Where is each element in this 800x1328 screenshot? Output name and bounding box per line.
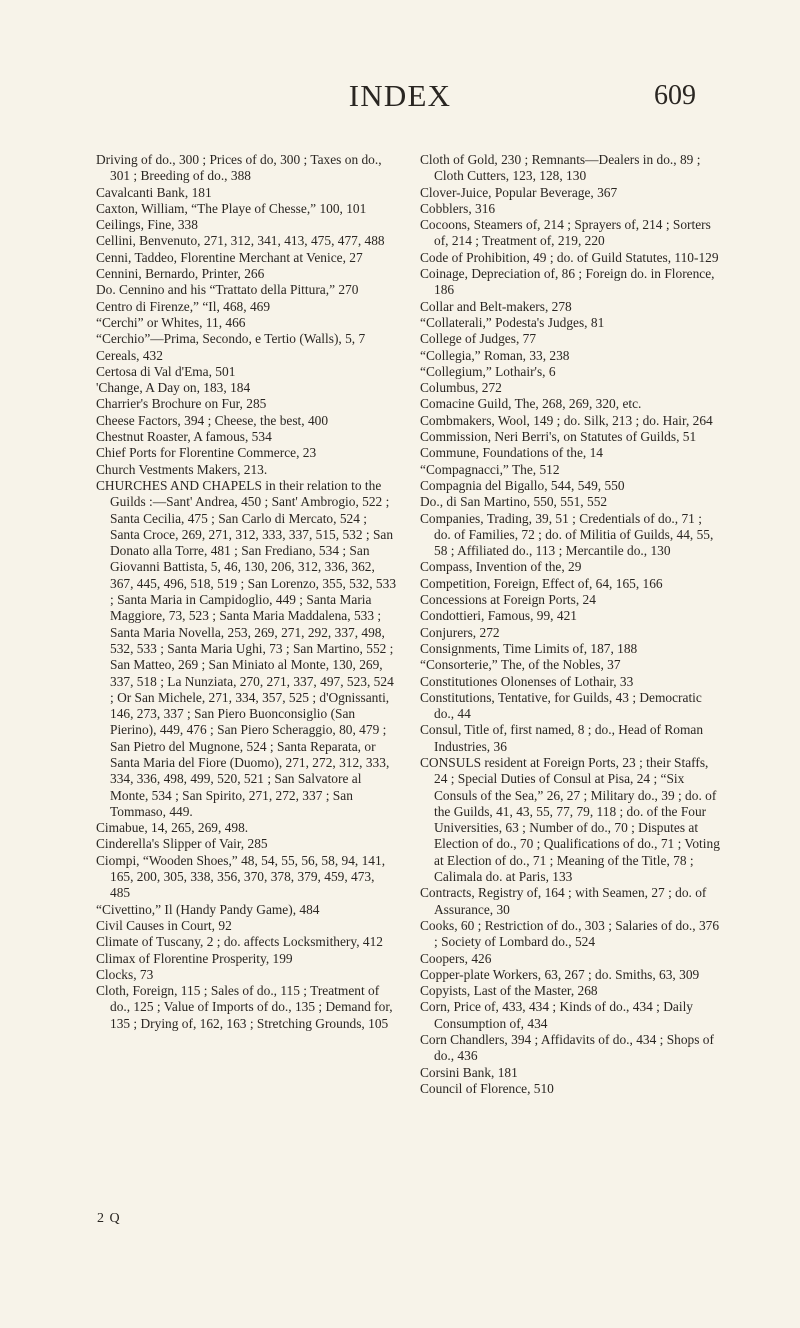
index-entry: Copyists, Last of the Master, 268 (420, 983, 598, 999)
index-entry: “Collaterali,” Podesta's Judges, 81 (420, 314, 605, 330)
page-title: INDEX (348, 78, 452, 113)
index-columns (96, 152, 720, 1097)
index-entry: Comacine Guild, The, 268, 269, 320, etc. (420, 396, 642, 412)
index-entry: Corn Chandlers, 394 ; Affidavits of do., 434 ; Shops of do., 436 (420, 1032, 714, 1064)
index-entry: Cobblers, 316 (420, 200, 496, 216)
index-entry: Commission, Neri Berri's, on Statutes of Guilds, 51 (420, 429, 697, 445)
index-entry: Columbus, 272 (420, 380, 502, 396)
index-entry: Clocks, 73 (96, 966, 154, 982)
index-entry: Council of Florence, 510 (420, 1080, 554, 1096)
index-entry: Driving of do., 300 ; Prices of do, 300 ; Taxes on do., 301 ; Breeding of do., 388 (96, 152, 382, 184)
index-entry: Cloth, Foreign, 115 ; Sales of do., 115 ; Treatment of do., 125 ; Value of Imports of do., 135 ; Demand for, 135 ; Drying of, 162, 163 ; Stretching Grounds, 105 (96, 983, 393, 1031)
index-entry: Climate of Tuscany, 2 ; do. affects Locksmithery, 412 (96, 934, 383, 950)
index-entry: “Cerchi” or Whites, 11, 466 (96, 314, 246, 330)
index-entry: Collar and Belt-makers, 278 (420, 298, 572, 314)
index-entry: Compagnia del Bigallo, 544, 549, 550 (420, 477, 625, 493)
index-entry: Centro di Firenze,” “Il, 468, 469 (96, 298, 271, 314)
page-number: 609 (654, 80, 696, 111)
index-entry: Ceilings, Fine, 338 (96, 217, 198, 233)
index-entry: Cereals, 432 (96, 347, 163, 363)
index-entry: Clover-Juice, Popular Beverage, 367 (420, 184, 618, 200)
index-entry: Cimabue, 14, 265, 269, 498. (96, 820, 249, 836)
index-entry: Cellini, Benvenuto, 271, 312, 341, 413, 475, 477, 488 (96, 233, 385, 249)
index-entry: Cloth of Gold, 230 ; Remnants—Dealers in do., 89 ; Cloth Cutters, 123, 128, 130 (420, 152, 701, 184)
index-entry: “Consorterie,” The, of the Nobles, 37 (420, 657, 621, 673)
index-entry: Corn, Price of, 433, 434 ; Kinds of do., 434 ; Daily Consumption of, 434 (420, 999, 693, 1031)
signature-mark: 2 Q (97, 1211, 121, 1226)
index-entry: Compass, Invention of the, 29 (420, 559, 582, 575)
index-entry: Coinage, Depreciation of, 86 ; Foreign do. in Florence, 186 (420, 266, 715, 298)
index-entry: Cocoons, Steamers of, 214 ; Sprayers of, 214 ; Sorters of, 214 ; Treatment of, 219, 220 (420, 217, 711, 249)
index-entry: Cavalcanti Bank, 181 (96, 184, 212, 200)
index-entry: Conjurers, 272 (420, 624, 500, 640)
index-entry: Contracts, Registry of, 164 ; with Seamen, 27 ; do. of Assurance, 30 (420, 885, 707, 917)
index-entry: College of Judges, 77 (420, 331, 537, 347)
index-entry: Caxton, William, “The Playe of Chesse,” 100, 101 (96, 200, 367, 216)
index-entry: 'Change, A Day on, 183, 184 (96, 380, 251, 396)
index-entry: Chief Ports for Florentine Commerce, 23 (96, 445, 317, 461)
index-entry: Consignments, Time Limits of, 187, 188 (420, 640, 638, 656)
index-entry: Cooks, 60 ; Restriction of do., 303 ; Salaries of do., 376 ; Society of Lombard do., 524 (420, 917, 720, 950)
index-entry: Concessions at Foreign Ports, 24 (420, 592, 596, 608)
index-entry: Combmakers, Wool, 149 ; do. Silk, 213 ; do. Hair, 264 (420, 412, 713, 428)
index-entry: Condottieri, Famous, 99, 421 (420, 608, 577, 624)
index-entry: “Cerchio”—Prima, Secondo, e Tertio (Walls), 5, 7 (96, 331, 366, 347)
index-entry: Do. Cennino and his “Trattato della Pittura,” 270 (96, 282, 359, 298)
index-entry: CONSULS resident at Foreign Ports, 23 ; their Staffs, 24 ; Special Duties of Consul at Pisa, 24 ; “Six Consuls of the Sea,” 26, 27 ; Military do., 39 ; do. of the Guilds, 41, 43, 55, 77, 79, 118 ; do. of the Four Universities, 63 ; Number of do., 70 ; Disputes at Election of do., 70 ; Qualifications of do., 71 ; Voting at Election of do., 71 ; Meaning of the Title, 78 ; Calimala do. at Paris, 133 (420, 754, 720, 885)
index-entry: Church Vestments Makers, 213. (96, 461, 268, 477)
left-column (96, 152, 396, 1097)
index-entry: Cinderella's Slipper of Vair, 285 (96, 836, 268, 852)
index-entry: Code of Prohibition, 49 ; do. of Guild Statutes, 110-129 (420, 249, 719, 265)
index-entry: “Civettino,” Il (Handy Pandy Game), 484 (96, 901, 320, 917)
index-entry: Corsini Bank, 181 (420, 1064, 518, 1080)
index-entry: Cenni, Taddeo, Florentine Merchant at Venice, 27 (96, 249, 363, 265)
index-entry: Do., di San Martino, 550, 551, 552 (420, 494, 608, 510)
index-entry: “Collegia,” Roman, 33, 238 (420, 347, 570, 363)
index-entry: Companies, Trading, 39, 51 ; Credentials of do., 71 ; do. of Families, 72 ; do. of Militia of Guilds, 44, 55, 58 ; Affiliated do., 113 ; Mercantile do., 130 (420, 510, 714, 559)
index-entry: Chestnut Roaster, A famous, 534 (96, 429, 272, 445)
index-entry: Civil Causes in Court, 92 (96, 917, 232, 933)
right-column (420, 152, 720, 1097)
index-entry: Cennini, Bernardo, Printer, 266 (96, 266, 265, 282)
index-entry: CHURCHES AND CHAPELS in their relation to the Guilds :—Sant' Andrea, 450 ; Sant' Ambrogio, 522 ; Santa Cecilia, 475 ; San Carlo di Mercato, 524 ; Santa Croce, 269, 271, 312, 333, 337, 515, 532 ; San Donato alla Torre, 481 ; San Frediano, 534 ; San Giovanni Battista, 5, 46, 130, 206, 312, 336, 362, 367, 445, 496, 518, 519 ; San Lorenzo, 355, 532, 533 ; Santa Maria in Campidoglio, 449 ; Santa Maria Maggiore, 73, 523 ; Santa Maria Maddalena, 533 ; Santa Maria Novella, 253, 269, 271, 292, 337, 498, 532, 533 ; Santa Maria Ughi, 73 ; San Martino, 552 ; San Matteo, 269 ; San Miniato al Monte, 130, 269, 337, 518 ; La Nunziata, 270, 271, 337, 497, 523, 524 ; Or San Michele, 271, 334, 357, 525 ; d'Ognissanti, 146, 273, 337 ; San Piero Buonconsiglio (San Pierino), 449, 476 ; San Piero Scheraggio, 80, 479 ; San Pietro del Mugnone, 524 ; Santa Reparata, or Santa Maria del Fiore (Duomo), 271, 272, 312, 333, 334, 336, 498, 499, 520, 521 ; San Salvatore al Monte, 534 ; San Spirito, 271, 272, 337 ; San Tommaso, 449. (96, 477, 397, 819)
index-entry: Coopers, 426 (420, 950, 492, 966)
index-entry: Copper-plate Workers, 63, 267 ; do. Smiths, 63, 309 (420, 966, 700, 982)
running-head (0, 78, 800, 118)
index-entry: Ciompi, “Wooden Shoes,” 48, 54, 55, 56, 58, 94, 141, 165, 200, 305, 338, 356, 370, 378, 379, 459, 473, 485 (96, 852, 386, 901)
index-entry: Competition, Foreign, Effect of, 64, 165, 166 (420, 575, 663, 591)
index-entry: Commune, Foundations of the, 14 (420, 445, 603, 461)
index-entry: Climax of Florentine Prosperity, 199 (96, 950, 293, 966)
index-entry: “Collegium,” Lothair's, 6 (420, 363, 556, 379)
index-entry: Cheese Factors, 394 ; Cheese, the best, 400 (96, 412, 329, 428)
index-entry: Constitutiones Olonenses of Lothair, 33 (420, 673, 634, 689)
index-entry: Certosa di Val d'Ema, 501 (96, 363, 236, 379)
index-entry: Charrier's Brochure on Fur, 285 (96, 396, 267, 412)
index-entry: Constitutions, Tentative, for Guilds, 43 ; Democratic do., 44 (420, 689, 702, 722)
index-entry: Consul, Title of, first named, 8 ; do., Head of Roman Industries, 36 (420, 722, 704, 754)
index-entry: “Compagnacci,” The, 512 (420, 461, 560, 477)
